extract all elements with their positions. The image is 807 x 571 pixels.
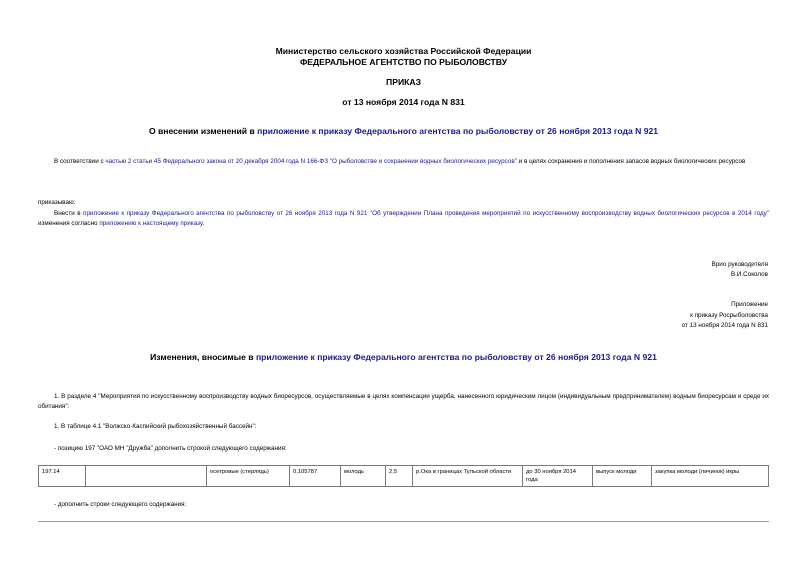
order-text-1: Внести в [54,210,84,217]
signature-name: В.И.Соколов [730,271,768,278]
order-text-3: . [202,220,205,227]
appendix-line-3: от 13 ноября 2014 года N 831 [681,322,768,329]
intro-paragraph [38,157,769,167]
item-paragraph-2: 1. В таблице 4.1 "Волжско-Каспийский рыбохозяйственный бассейн": [54,423,257,430]
intro-text-1: В соответствии с [54,158,106,165]
appendix-line-1: Приложение [731,301,768,308]
doc-title [0,126,807,136]
title-link[interactable]: приложение к приказу Федерального агентства по рыболовству от 26 ноября 2013 года N 921 [257,126,659,136]
order-link-appendix[interactable]: приложение к приказу Федерального агентства по рыболовству от 26 ноября 2013 года N 921 "Об утверждении Плана проведения мероприятий по искусственному воспроизводству водных биологических ресурсов в 2014 году" [83,210,769,217]
orders-word: приказываю: [38,199,76,206]
table-cell: выпуск молоди [593,466,652,487]
intro-text-2: и в целях сохранения и пополнения запасов водных биологических ресурсов [516,158,746,165]
order-text-2: изменения согласно [38,220,100,227]
table-cell: молодь [341,466,386,487]
table-cell [86,466,207,487]
table-cell: 0,105787 [290,466,341,487]
order-link-annex[interactable]: приложению к настоящему приказу [99,220,203,227]
law-link[interactable]: частью 2 статьи 45 Федерального закона от 20 декабря 2004 года N 166-ФЗ "О рыболовстве и сохранении водных биологических ресурсов" [105,158,517,165]
doc-type: ПРИКАЗ [386,77,421,87]
title-prefix: О внесении изменений в [148,126,258,136]
item-paragraph-1: 1. В разделе 4 "Мероприятия по искусственному воспроизводству водных биоресурсов, осуществляемые в целях компенсации ущерба, нанесенного юридическим лицом (индивидуальным предпринимателем) водным биоресурсам и среде их обитания": [38,393,769,410]
divider [38,521,769,522]
doc-date: от 13 ноября 2014 года N 831 [342,97,465,107]
table-cell: осетровые (стерлядь) [207,466,290,487]
item-paragraph-4: - дополнить строки следующего содержания: [54,501,187,508]
table-cell: р.Ока в границах Тульской области [413,466,523,487]
table-cell: закупка молоди (личинок) икры [652,466,769,487]
item-paragraph-3: - позицию 197 "ОАО МН "Дружба" дополнить строкой следующего содержания: [54,445,287,452]
ministry-name: Министерство сельского хозяйства Российской Федерации [275,46,532,56]
changes-title-prefix: Изменения, вносимые в [150,352,256,362]
table-cell: 197.14 [39,466,86,487]
signature-role: Врио руководителя [711,261,768,268]
table-cell: 2,5 [386,466,413,487]
changes-title-link[interactable]: приложение к приказу Федерального агентства по рыболовству от 26 ноября 2013 года N 921 [255,352,657,362]
agency-name: ФЕДЕРАЛЬНОЕ АГЕНТСТВО ПО РЫБОЛОВСТВУ [299,57,508,67]
table-row [39,466,769,487]
order-paragraph [38,209,769,229]
table-cell: до 30 ноября 2014 года [523,466,593,487]
appendix-line-2: к приказу Росрыболовства [690,312,768,319]
amendment-table [38,465,769,487]
changes-title [0,352,807,362]
